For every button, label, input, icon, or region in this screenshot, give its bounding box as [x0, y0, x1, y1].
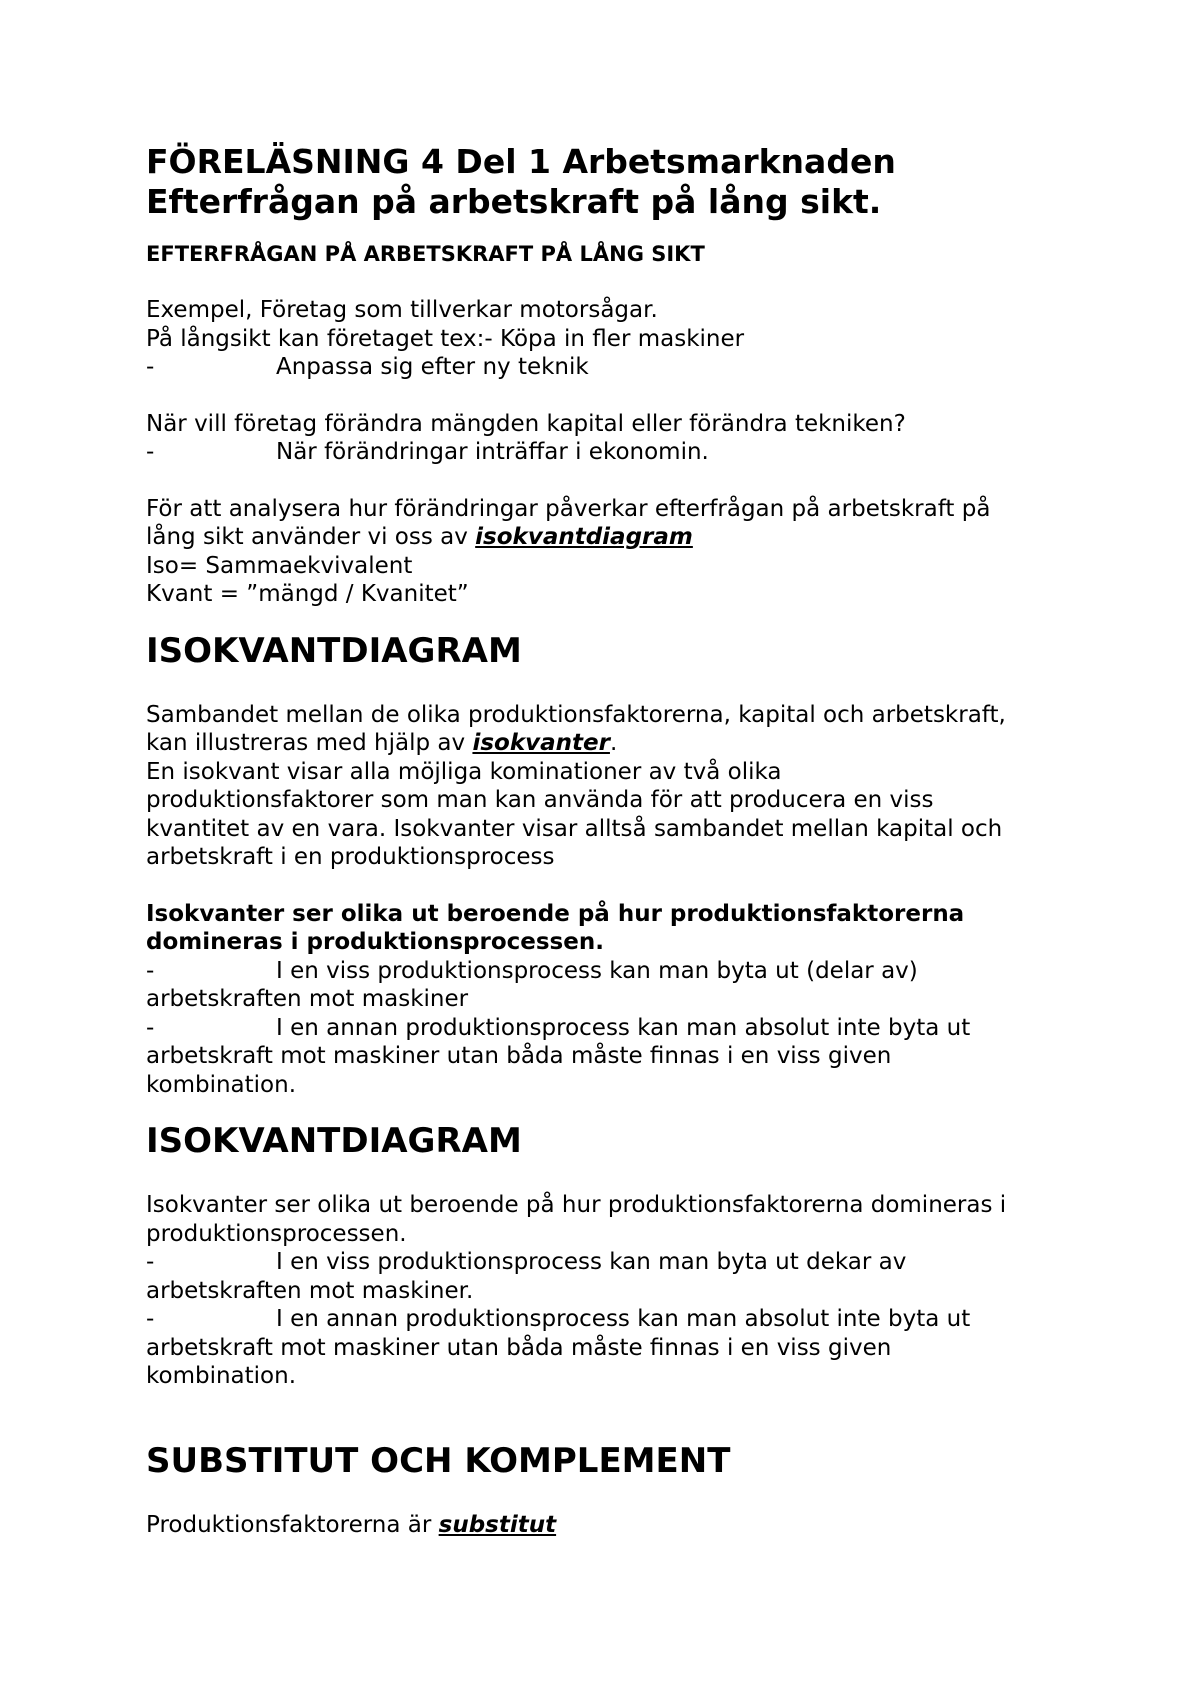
section-heading-substitut: SUBSTITUT OCH KOMPLEMENT: [146, 1440, 731, 1481]
paragraph-question: När vill företag förändra mängden kapital eller förändra tekniken? - När förändringar inträffar i ekonomin.: [146, 410, 1086, 467]
section-subheading: EFTERFRÅGAN PÅ ARBETSKRAFT PÅ LÅNG SIKT: [146, 242, 705, 266]
term-isokvanter: isokvanter: [472, 730, 610, 756]
paragraph-isokvanter-olika: Isokvanter ser olika ut beroende på hur produktionsfaktorerna domineras i produktionsprocessen. - I en viss produktionsprocess kan man byta ut (delar av) arbetskraften mot maskiner - I en annan produktionsprocess kan man absolut inte byta ut arbetskraft mot maskiner utan båda måste finnas i en viss given kombination.: [146, 900, 971, 1098]
section-heading-isokvantdiagram-1: ISOKVANTDIAGRAM: [146, 630, 522, 671]
paragraph-isokvanter-2: Isokvanter ser olika ut beroende på hur produktionsfaktorerna domineras i produktionsprocessen. - I en viss produktionsprocess kan man byta ut dekar av arbetskraften mot maskiner. - I en annan produktionsprocess kan man absolut inte byta ut arbetskraft mot maskiner utan båda måste finnas i en viss given kombination.: [146, 1192, 1007, 1389]
term-isokvantdiagram: isokvantdiagram: [475, 524, 693, 550]
title-line-1: FÖRELÄSNING 4 Del 1 Arbetsmarknaden: [146, 142, 896, 181]
list-item: - När förändringar inträffar i ekonomin.: [146, 439, 709, 465]
document-page: [146, 142, 1086, 1539]
list-item: - Anpassa sig efter ny teknik: [146, 354, 589, 380]
term-substitut: substitut: [438, 1511, 557, 1538]
title-line-2: Efterfrågan på arbetskraft på lång sikt.: [146, 182, 882, 221]
paragraph-analysis: För att analysera hur förändringar påverkar efterfrågan på arbetskraft på lång sikt använder vi oss av isokvantdiagram Iso= Sammaekvivalent Kvant = ”mängd / Kvanitet”: [146, 495, 991, 607]
document-title: [146, 142, 1086, 222]
paragraph-example: Exempel, Företag som tillverkar motorsågar. På långsikt kan företaget tex:- Köpa in fler maskiner - Anpassa sig efter ny teknik: [146, 296, 1086, 382]
paragraph-substitut: Produktionsfaktorerna är substitut: [146, 1511, 557, 1538]
paragraph-samband: Sambandet mellan de olika produktionsfaktorerna, kapital och arbetskraft, kan illustreras med hjälp av isokvanter. En isokvant visar alla möjliga kominationer av två olika produktionsfaktorer som man kan använda för att producera en viss kvantitet av en vara. Isokvanter visar alltså sambandet mellan kapital och arbetskraft i en produktionsprocess: [146, 701, 1006, 870]
section-heading-isokvantdiagram-2: ISOKVANTDIAGRAM: [146, 1121, 522, 1161]
